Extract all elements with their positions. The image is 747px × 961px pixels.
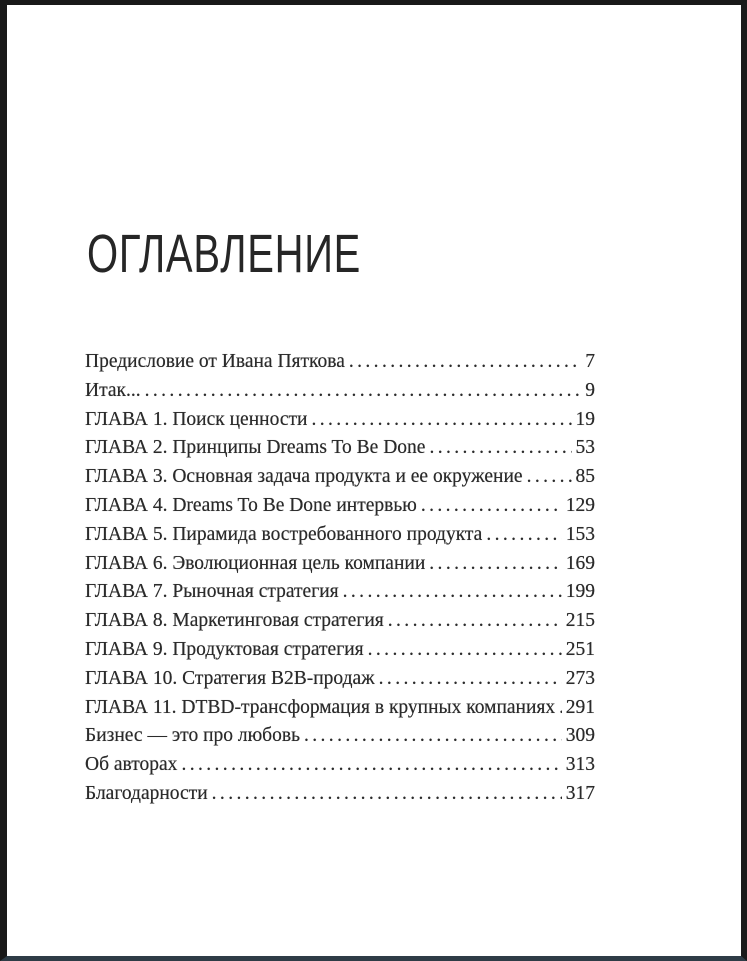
toc-entry-label: ГЛАВА 6. Эволюционная цель компании xyxy=(85,552,426,574)
toc-entry xyxy=(85,780,595,809)
toc-entry-label: ГЛАВА 1. Поиск ценности xyxy=(85,408,308,430)
toc-entry-page: 129 xyxy=(565,494,595,516)
dot-leader xyxy=(559,694,562,723)
toc-entry-label: ГЛАВА 9. Продуктовая стратегия xyxy=(85,638,364,660)
toc-entry-page: 291 xyxy=(565,696,595,718)
toc-entry-page: 169 xyxy=(565,552,595,574)
toc-entry-label: Об авторах xyxy=(85,754,178,776)
toc-entry-page: 85 xyxy=(575,466,595,488)
toc-entry-page: 273 xyxy=(565,667,595,689)
toc-entry xyxy=(85,377,595,406)
toc-entry xyxy=(85,521,595,550)
dot-leader xyxy=(379,665,562,694)
toc-entry-label: ГЛАВА 5. Пирамида востребованного продукта xyxy=(85,523,483,545)
dot-leader xyxy=(486,521,561,550)
toc-entry-page: 313 xyxy=(565,754,595,776)
toc-entry xyxy=(85,434,595,463)
toc-entry xyxy=(85,492,595,521)
dot-leader xyxy=(349,348,581,377)
toc-entry-page: 251 xyxy=(565,638,595,660)
toc-entry-page: 153 xyxy=(565,523,595,545)
toc-entry-label: ГЛАВА 11. DTBD-трансформация в крупных компаниях xyxy=(85,696,556,718)
dot-leader xyxy=(388,607,562,636)
toc-entry xyxy=(85,694,595,723)
toc-entry-label: Бизнес — это про любовь xyxy=(85,725,300,747)
dot-leader xyxy=(421,492,562,521)
toc-entry xyxy=(85,348,595,377)
toc-entry-page: 53 xyxy=(575,437,595,459)
toc-entry-label: ГЛАВА 7. Рыночная стратегия xyxy=(85,581,339,603)
toc-entry xyxy=(85,463,595,492)
toc-entry-page: 215 xyxy=(565,610,595,632)
toc-entry-label: ГЛАВА 4. Dreams To Be Done интервью xyxy=(85,494,417,516)
dot-leader xyxy=(343,578,562,607)
dot-leader xyxy=(181,751,561,780)
dot-leader xyxy=(368,636,562,665)
toc-entry-page: 7 xyxy=(585,351,595,372)
toc-entry-page: 317 xyxy=(565,782,595,804)
toc-entry xyxy=(85,751,595,780)
toc-entry xyxy=(85,665,595,694)
toc-entry-page: 9 xyxy=(585,379,595,401)
toc-entry-label: ГЛАВА 3. Основная задача продукта и ее окружение xyxy=(85,466,523,488)
dot-leader xyxy=(429,550,561,579)
dot-leader xyxy=(311,406,571,435)
table-of-contents xyxy=(85,348,595,809)
page-title: ОГЛАВЛЕНИЕ xyxy=(87,224,362,284)
toc-entry-label: Итак... xyxy=(85,379,141,401)
toc-entry-page: 19 xyxy=(575,408,595,430)
toc-entry xyxy=(85,406,595,435)
toc-entry-page: 199 xyxy=(565,581,595,603)
dot-leader xyxy=(527,463,572,492)
toc-entry xyxy=(85,722,595,751)
dot-leader xyxy=(212,780,562,809)
dot-leader xyxy=(429,434,571,463)
toc-entry-label: Благодарности xyxy=(85,782,208,804)
dot-leader xyxy=(145,377,582,406)
toc-entry xyxy=(85,578,595,607)
toc-entry-label: ГЛАВА 2. Принципы Dreams To Be Done xyxy=(85,437,426,459)
toc-entry-label: ГЛАВА 8. Маркетинговая стратегия xyxy=(85,610,384,632)
toc-entry-label: Предисловие от Ивана Пяткова xyxy=(85,351,345,372)
toc-entry xyxy=(85,636,595,665)
toc-entry xyxy=(85,550,595,579)
toc-entry xyxy=(85,607,595,636)
toc-entry-label: ГЛАВА 10. Стратегия B2B-продаж xyxy=(85,667,375,689)
dot-leader xyxy=(304,722,562,751)
toc-entry-page: 309 xyxy=(565,725,595,747)
